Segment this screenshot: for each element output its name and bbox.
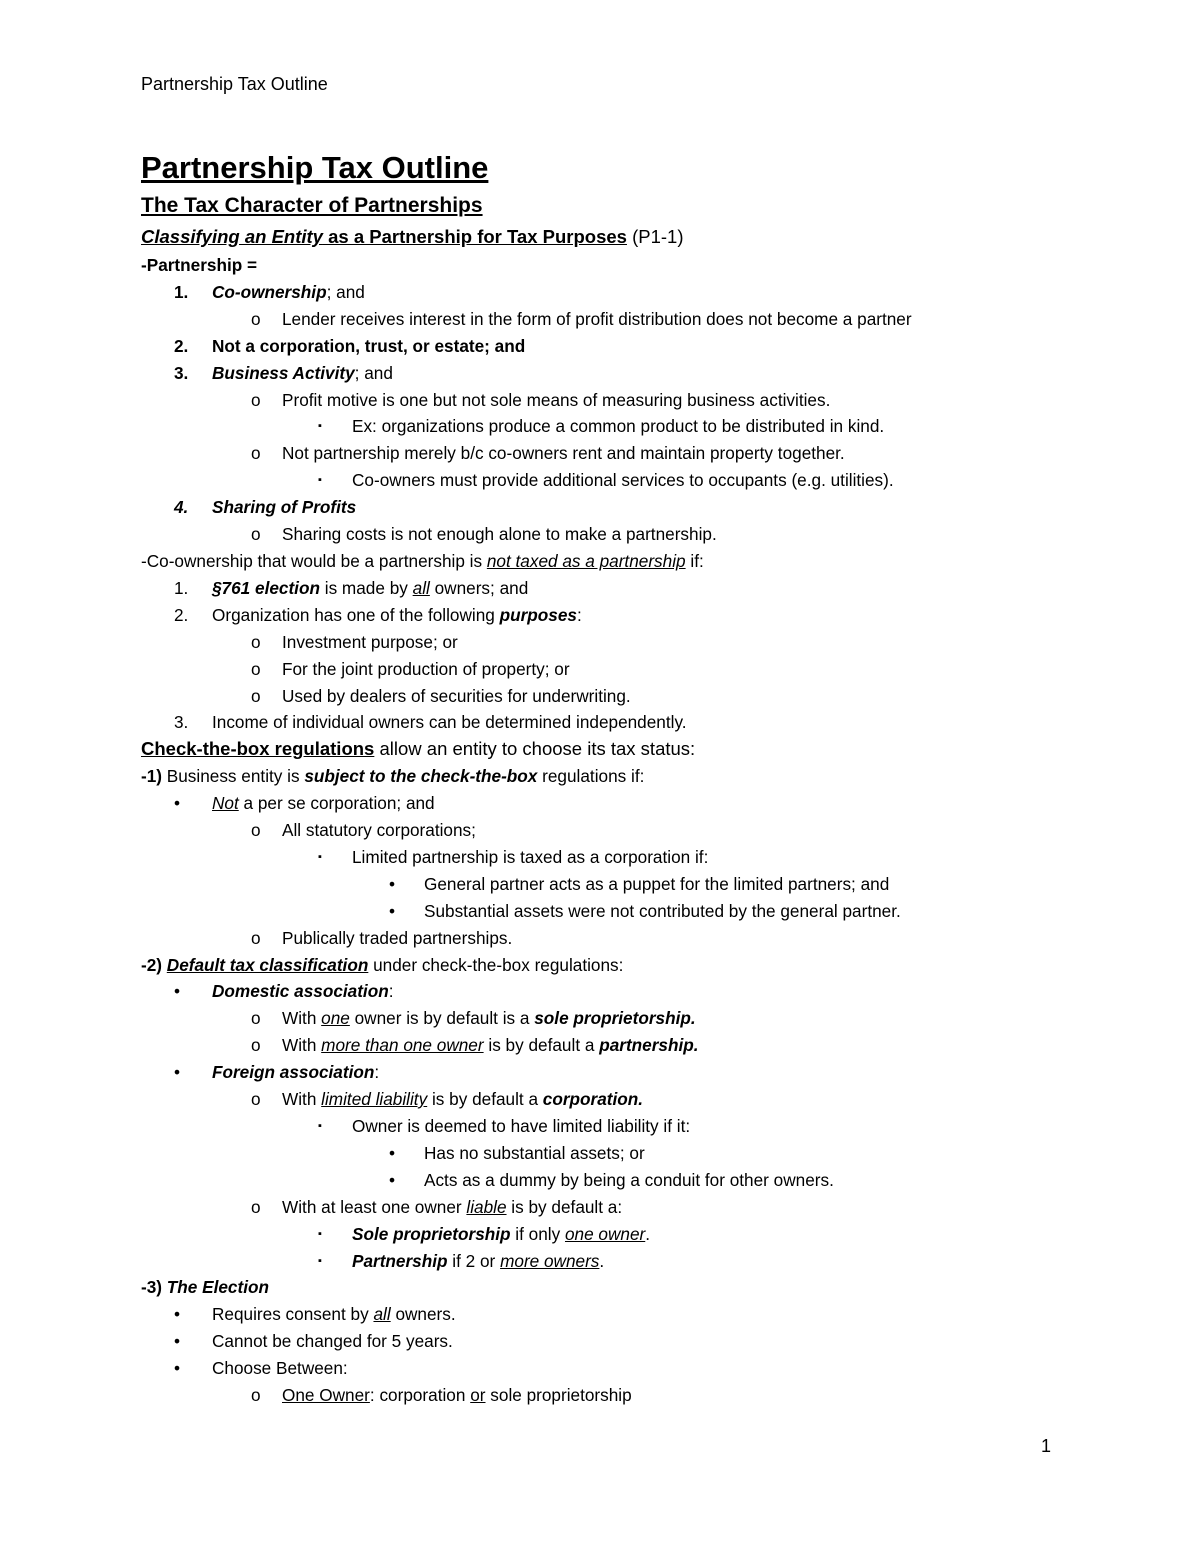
text-run: if 2 or [447, 1250, 501, 1271]
outline-item [141, 1032, 1081, 1059]
page-header: Partnership Tax Outline [141, 74, 328, 94]
outline-item [141, 413, 1081, 440]
list-marker: • [174, 1358, 181, 1379]
list-marker: • [174, 981, 181, 1002]
list-marker: 4. [174, 497, 189, 518]
text-run: -1) [141, 766, 167, 787]
text-run: Publically traded partnerships. [282, 927, 513, 948]
outline-item [141, 978, 1081, 1005]
text-run: or [470, 1385, 486, 1406]
outline-item [141, 1140, 1081, 1167]
outline-line [141, 952, 1081, 979]
list-marker: • [389, 1142, 396, 1163]
text-run: owners. [390, 1304, 456, 1325]
list-marker: 3. [174, 712, 189, 733]
list-marker: o [251, 389, 261, 410]
text-run: With [282, 1089, 322, 1110]
text-run: General partner acts as a puppet for the limited partners; and [424, 873, 890, 894]
text-run: ; and [326, 281, 365, 302]
list-marker: o [251, 820, 261, 841]
list-marker: 2. [174, 604, 189, 625]
document-title: Partnership Tax Outline [141, 150, 489, 185]
text-run: Ex: organizations produce a common product to be distributed in kind. [352, 416, 885, 437]
list-marker: o [251, 631, 261, 652]
text-run: Acts as a dummy by being a conduit for other owners. [424, 1169, 834, 1190]
text-run: Cannot be changed for 5 years. [212, 1331, 453, 1352]
outline-item [141, 1059, 1081, 1086]
text-run: §761 election [212, 577, 320, 598]
outline-item [141, 683, 1081, 710]
text-run: partnership. [599, 1035, 699, 1056]
text-run: under check-the-box regulations: [368, 954, 624, 975]
text-run: Requires consent by [212, 1304, 374, 1325]
outline-item [141, 1221, 1081, 1248]
section-heading: The Tax Character of Partnerships [141, 194, 483, 217]
text-run: regulations if: [537, 766, 645, 787]
list-marker: o [251, 524, 261, 545]
text-run: All statutory corporations; [282, 820, 476, 841]
text-run: is made by [319, 577, 413, 598]
outline-line [141, 736, 1081, 763]
text-run: is by default a [427, 1089, 543, 1110]
text-run: Check-the-box regulations [141, 738, 375, 760]
text-run: : [576, 604, 582, 625]
text-run: not taxed as a partnership [486, 550, 686, 571]
text-run: With [282, 1035, 322, 1056]
outline-item [141, 1167, 1081, 1194]
text-run: Used by dealers of securities for underwriting. [282, 685, 631, 706]
outline-item [141, 360, 1081, 387]
text-run: owner is by default is a [349, 1008, 535, 1029]
text-run: Income of individual owners can be determined independently. [212, 712, 687, 733]
outline-item [141, 1194, 1081, 1221]
text-run: ; and [354, 362, 393, 383]
text-run: . [645, 1223, 651, 1244]
list-marker: o [251, 927, 261, 948]
outline-item [141, 333, 1081, 360]
text-run: Substantial assets were not contributed by the general partner. [424, 900, 901, 921]
text-run: Limited partnership is taxed as a corporation if: [352, 846, 709, 867]
text-run: corporation. [542, 1089, 644, 1110]
text-run: -2) [141, 954, 167, 975]
list-marker: o [251, 443, 261, 464]
outline-line [141, 252, 1081, 279]
text-run: more than one owner [321, 1035, 484, 1056]
outline-item [141, 871, 1081, 898]
document-body [141, 146, 1081, 1409]
list-marker: o [251, 1196, 261, 1217]
text-run: allow an entity to choose its tax status: [374, 738, 696, 760]
outline-item [141, 844, 1081, 871]
text-run: Has no substantial assets; or [424, 1142, 645, 1163]
list-marker: o [251, 1035, 261, 1056]
text-run: purposes [499, 604, 577, 625]
text-run: Not a corporation, trust, or estate; and [212, 335, 526, 356]
list-marker: • [174, 1331, 181, 1352]
outline-item [141, 306, 1081, 333]
list-marker: 1. [174, 577, 189, 598]
text-run: -Partnership = [141, 255, 258, 275]
text-run: Profit motive is one but not sole means of measuring business activities. [282, 389, 831, 410]
text-run: as a Partnership for Tax Purposes [322, 226, 627, 247]
page-number: 1 [1041, 1436, 1052, 1456]
list-marker: ▪ [318, 474, 322, 487]
text-run: subject to the check-the-box [304, 766, 538, 787]
list-marker: 2. [174, 335, 189, 356]
outline-item [141, 387, 1081, 414]
outline-item [141, 1086, 1081, 1113]
list-marker: • [174, 1304, 181, 1325]
list-marker: 3. [174, 362, 189, 383]
text-run: Sharing costs is not enough alone to make a partnership. [282, 524, 717, 545]
outline-item [141, 898, 1081, 925]
text-run: With at least one owner [282, 1196, 467, 1217]
outline-item [141, 1005, 1081, 1032]
list-marker: ▪ [318, 1254, 322, 1267]
list-marker: ▪ [318, 420, 322, 433]
list-marker: ▪ [318, 1120, 322, 1132]
text-run: Sole proprietorship [352, 1223, 511, 1244]
text-run: With [282, 1008, 322, 1029]
outline-line [141, 548, 1081, 575]
text-run: sole proprietorship. [534, 1008, 696, 1029]
text-run: Partnership [352, 1250, 448, 1271]
text-run: if: [685, 550, 704, 571]
text-run: limited liability [321, 1089, 428, 1110]
text-run: -Co-ownership that would be a partnership is [141, 550, 487, 571]
outline-item [141, 521, 1081, 548]
list-marker: • [174, 793, 181, 814]
text-run: Not [212, 793, 239, 814]
outline-item [141, 629, 1081, 656]
text-run: Co-ownership [212, 281, 327, 302]
text-run: is by default a: [506, 1196, 623, 1217]
list-marker: o [251, 308, 261, 329]
text-run: (P1-1) [626, 226, 684, 247]
outline-line [141, 763, 1081, 790]
outline-item [141, 1248, 1081, 1275]
outline-item [141, 279, 1081, 306]
text-run: a per se corporation; and [238, 793, 435, 814]
text-run: one owner [564, 1223, 646, 1244]
outline-item [141, 925, 1081, 952]
text-run: sole proprietorship [485, 1385, 632, 1406]
text-run: Sharing of Profits [212, 497, 357, 518]
text-run: Business Activity [212, 362, 355, 383]
list-marker: • [389, 1169, 396, 1190]
text-run: For the joint production of property; or [282, 658, 570, 679]
outline-item [141, 1355, 1081, 1382]
list-marker: ▪ [318, 1227, 322, 1240]
list-marker: o [251, 1008, 261, 1029]
text-run: all [412, 577, 430, 598]
text-run: owners; and [429, 577, 529, 598]
list-marker: o [251, 1089, 261, 1110]
outline-item [141, 467, 1081, 494]
text-run: : corporation [369, 1385, 471, 1406]
list-marker: o [251, 658, 261, 679]
text-run: Default tax classification [166, 954, 369, 975]
list-marker: • [174, 1062, 181, 1083]
list-marker: o [251, 1385, 261, 1406]
outline-item [141, 1382, 1081, 1409]
text-run: Investment purpose; or [282, 631, 458, 652]
outline-item [141, 440, 1081, 467]
list-marker: ▪ [318, 850, 322, 863]
text-run: . [599, 1250, 605, 1271]
text-run: Choose Between: [212, 1358, 348, 1379]
list-marker: • [389, 873, 396, 894]
outline-item [141, 575, 1081, 602]
outline-item [141, 494, 1081, 521]
subsection-heading [141, 222, 1081, 252]
text-run: Business entity is [166, 766, 305, 787]
text-run: : [374, 1062, 380, 1083]
outline-item [141, 709, 1081, 736]
text-run: -3) [141, 1277, 167, 1298]
text-run: Co-owners must provide additional services to occupants (e.g. utilities). [352, 470, 894, 491]
text-run: one [321, 1008, 350, 1029]
outline-item [141, 1113, 1081, 1140]
text-run: liable [466, 1196, 507, 1217]
text-run: Lender receives interest in the form of profit distribution does not become a partner [282, 308, 912, 329]
list-marker: 1. [174, 281, 189, 302]
outline-item [141, 817, 1081, 844]
list-marker: • [389, 900, 396, 921]
text-run: One Owner [282, 1385, 370, 1406]
text-run: more owners [500, 1250, 600, 1271]
text-run: : [388, 981, 394, 1002]
text-run: Foreign association [212, 1062, 375, 1083]
outline-item [141, 1328, 1081, 1355]
outline-item [141, 602, 1081, 629]
outline-item [141, 656, 1081, 683]
list-marker: o [251, 685, 261, 706]
outline-item [141, 790, 1081, 817]
text-run: if only [510, 1223, 565, 1244]
text-run: Organization has one of the following [212, 604, 500, 625]
text-run: Classifying an Entity [141, 226, 323, 247]
text-run: The Election [166, 1277, 269, 1298]
text-run: all [373, 1304, 391, 1325]
text-run: Owner is deemed to have limited liability if it: [352, 1116, 691, 1136]
text-run: Domestic association [212, 981, 389, 1002]
outline-item [141, 1301, 1081, 1328]
text-run: Not partnership merely b/c co-owners rent and maintain property together. [282, 443, 845, 464]
outline-line [141, 1274, 1081, 1301]
text-run: is by default a [483, 1035, 600, 1056]
